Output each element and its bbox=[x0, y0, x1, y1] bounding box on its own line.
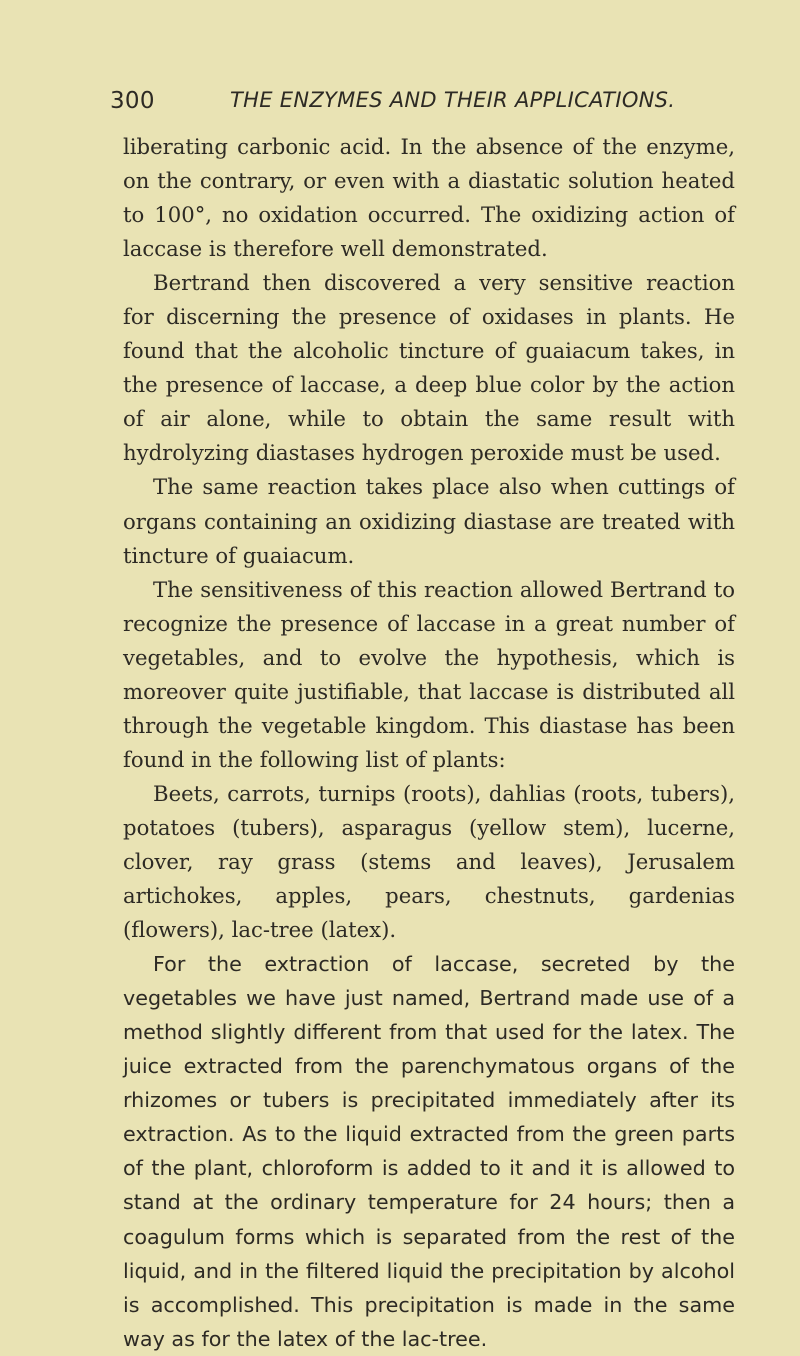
page-number: 300 bbox=[110, 88, 155, 114]
paragraph-laccase-distribution: The sensitiveness of this reaction allowed Bertrand to recognize the presence of laccase in a great number of vegetables, and to evolve the hypothesis, which is moreover quite justifiable, that laccase is distributed all through the vegetable kingdom. This diastase has been found in the following list of plants: bbox=[123, 576, 735, 772]
paragraph-extraction-method: For the extraction of laccase, secreted by the vegetables we have just named, Bertrand made use of a method slightly different from that used for the latex. The juice extracted from the parenchymatous organs of the rhizomes or tubers is precipitated immediately after its extraction. As to the liquid extracted from the green parts of the plant, chloroform is added to it and it is allowed to stand at the ordinary temperature for 24 hours; then a coagulum forms which is separated from the rest of the liquid, and in the filtered liquid the precipitation by alcohol is accomplished. This precipitation is made in the same way as for the latex of the lac-tree. bbox=[123, 952, 735, 1351]
paragraph-cuttings-reaction: The same reaction takes place also when cuttings of organs containing an oxidizing diastase are treated with tincture of guaiacum. bbox=[123, 474, 735, 568]
paragraph-continuation: liberating carbonic acid. In the absence of the enzyme, on the contrary, or even with a diastatic solution heated to 100°, no oxidation occurred. The oxidizing action of laccase is therefore well demonstrated. bbox=[123, 134, 735, 262]
paragraph-plant-list: Beets, carrots, turnips (roots), dahlias (roots, tubers), potatoes (tubers), asparagus (yellow stem), lucerne, clover, ray grass (stems and leaves), Jerusalem artichokes, apples, pears, chestnuts, gardenias (flowers), lac-tree (latex). bbox=[123, 780, 735, 943]
running-head bbox=[88, 86, 740, 130]
running-title: THE ENZYMES AND THEIR APPLICATIONS. bbox=[230, 88, 676, 112]
paragraph-bertrand-reaction: Bertrand then discovered a very sensitive reaction for discerning the presence of oxidases in plants. He found that the alcoholic tincture of guaiacum takes, in the presence of laccase, a deep blue color by the action of air alone, while to obtain the same result with hydrolyzing diastases hydrogen peroxide must be used. bbox=[123, 270, 735, 466]
body-text bbox=[123, 130, 735, 1356]
